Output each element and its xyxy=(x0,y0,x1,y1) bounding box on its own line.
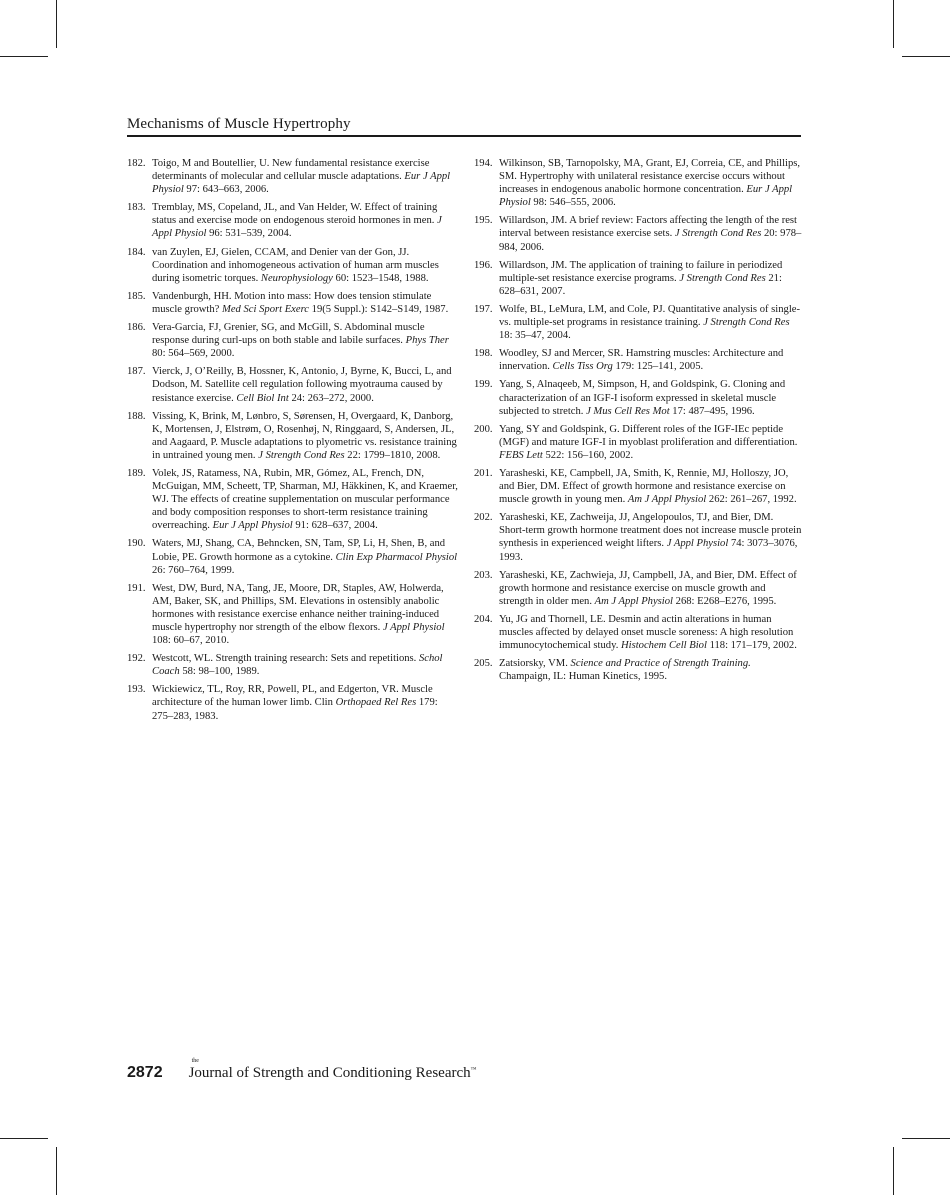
page-number: 2872 xyxy=(127,1064,163,1081)
ref-number: 187. xyxy=(127,366,146,378)
ref-text: Vissing, K, Brink, M, Lønbro, S, Sørensen, H, Overgaard, K, Danborg, K, Mortensen, J, Elstrøm, O, Rosenhøj, N, Ringgaard, S, Andersen, JL, and Aagaard, P. Muscle adaptations to plyometric vs. resistance training in untrained young men. xyxy=(152,410,457,461)
ref-citation: Champaign, IL: Human Kinetics, 1995. xyxy=(499,671,667,683)
reference-192 xyxy=(127,652,459,678)
reference-201 xyxy=(474,467,802,506)
ref-journal: Clin Exp Pharmacol Physiol xyxy=(335,551,458,563)
reference-196 xyxy=(474,259,802,298)
ref-citation: 17: 487–495, 1996. xyxy=(669,405,755,417)
reference-191 xyxy=(127,582,459,647)
ref-number: 190. xyxy=(127,538,146,550)
ref-number: 196. xyxy=(474,259,493,271)
ref-citation: 74: 3073–3076, 1993. xyxy=(499,538,798,563)
ref-journal: Eur J Appl Physiol xyxy=(152,171,451,196)
crop-mark-bottom-right xyxy=(893,1147,894,1195)
ref-number: 189. xyxy=(127,467,146,479)
reference-194 xyxy=(474,157,802,209)
ref-text: Yu, JG and Thornell, LE. Desmin and actin alterations in human muscles affected by delayed onset muscle soreness: A high resolution immunocytochemical study. xyxy=(499,613,794,652)
ref-text: Wickiewicz, TL, Roy, RR, Powell, PL, and Edgerton, VR. Muscle architecture of the human lower limb. Clin xyxy=(152,684,433,709)
ref-journal: FEBS Lett xyxy=(499,449,543,461)
ref-citation: 60: 1523–1548, 1988. xyxy=(332,272,429,284)
ref-journal: Cell Biol Int xyxy=(236,392,289,404)
reference-198 xyxy=(474,347,802,373)
ref-journal: Science and Practice of Strength Training. xyxy=(570,658,751,670)
page-footer xyxy=(127,1058,477,1086)
reference-182 xyxy=(127,157,459,196)
ref-number: 205. xyxy=(474,658,493,670)
ref-citation: 118: 171–179, 2002. xyxy=(706,640,797,652)
ref-citation: 98: 546–555, 2006. xyxy=(530,197,616,209)
ref-citation: 19(5 Suppl.): S142–S149, 1987. xyxy=(309,303,449,315)
ref-text: Vera-Garcia, FJ, Grenier, SG, and McGill, S. Abdominal muscle response during curl-ups on both stable and labile surfaces. xyxy=(152,322,425,347)
ref-number: 204. xyxy=(474,613,493,625)
ref-number: 194. xyxy=(474,158,493,169)
ref-journal: Am J Appl Physiol xyxy=(627,494,707,506)
ref-text: West, DW, Burd, NA, Tang, JE, Moore, DR, Staples, AW, Holwerda, AM, Baker, SK, and Phillips, SM. Elevations in ostensibly anabolic hormones with resistance exercise enhance neither training-induced muscle hypertrophy nor strength of the elbow flexors. xyxy=(152,582,444,633)
ref-journal: J Appl Physiol xyxy=(382,622,445,633)
ref-journal: Neurophysiology xyxy=(260,272,333,284)
ref-number: 201. xyxy=(474,467,493,479)
ref-text: Yarasheski, KE, Campbell, JA, Smith, K, Rennie, MJ, Holloszy, JO, and Bier, DM. Effect of growth hormone and resistance exercise on muscle growth in young men. xyxy=(499,467,789,506)
ref-journal: Phys Ther xyxy=(405,335,449,347)
journal-title: Journal of Strength and Conditioning Research xyxy=(188,1065,471,1081)
ref-citation: 18: 35–47, 2004. xyxy=(499,330,571,342)
ref-text: Waters, MJ, Shang, CA, Behncken, SN, Tam, SP, Li, H, Shen, B, and Lobie, PE. Growth hormone as a cytokine. xyxy=(152,538,446,563)
ref-journal: Orthopaed Rel Res xyxy=(335,697,417,709)
ref-text: Willardson, JM. A brief review: Factors affecting the length of the rest interval between resistance exercise sets. xyxy=(499,215,797,240)
ref-number: 199. xyxy=(474,379,493,391)
reference-199 xyxy=(474,378,802,417)
ref-text: Vandenburgh, HH. Motion into mass: How does tension stimulate muscle growth? xyxy=(152,290,432,315)
trademark-symbol: ™ xyxy=(470,1067,477,1073)
references-right-column xyxy=(474,157,802,688)
crop-mark-top-left-h xyxy=(0,56,48,57)
ref-text: Toigo, M and Boutellier, U. New fundamental resistance exercise determinants of molecular and cellular muscle adaptations. xyxy=(152,158,430,183)
ref-citation: 268: E268–E276, 1995. xyxy=(673,595,777,607)
ref-text: Yang, SY and Goldspink, G. Different roles of the IGF-IEc peptide (MGF) and mature IGF-I in myoblast proliferation and differentiation. xyxy=(499,423,798,448)
references-left-column xyxy=(127,157,459,728)
reference-203 xyxy=(474,569,802,608)
ref-number: 184. xyxy=(127,246,146,258)
ref-journal: J Strength Cond Res xyxy=(679,272,766,284)
ref-text: Volek, JS, Ratamess, NA, Rubin, MR, Gómez, AL, French, DN, McGuigan, MM, Scheett, TP, Sharman, MJ, Häkkinen, K, and Kraemer, WJ. The effects of creatine supplementation on muscular performance and body composition responses to short-term resistance training overreaching. xyxy=(152,467,458,532)
reference-189 xyxy=(127,467,459,532)
crop-mark-bottom-left-h xyxy=(0,1138,48,1139)
ref-citation: 22: 1799–1810, 2008. xyxy=(344,449,441,461)
ref-text: Wolfe, BL, LeMura, LM, and Cole, PJ. Quantitative analysis of single- vs. multiple-set programs in resistance training. xyxy=(499,303,801,329)
ref-text: Willardson, JM. The application of training to failure in periodized multiple-set resistance exercise programs. xyxy=(499,259,783,284)
ref-citation: 20: 978–984, 2006. xyxy=(499,228,802,253)
reference-205 xyxy=(474,657,802,683)
ref-text: Zatsiorsky, VM. xyxy=(499,658,571,670)
ref-text: van Zuylen, EJ, Gielen, CCAM, and Denier van der Gon, JJ. Coordination and inhomogeneous activation of human arm muscles during isometric torques. xyxy=(152,246,439,284)
reference-187 xyxy=(127,365,459,404)
crop-mark-bottom-left xyxy=(56,1147,57,1195)
ref-text: Tremblay, MS, Copeland, JL, and Van Helder, W. Effect of training status and exercise mode on endogenous steroid hormones in men. xyxy=(152,202,438,227)
ref-journal: Eur J Appl Physiol xyxy=(499,184,793,209)
ref-journal: Schol Coach xyxy=(152,653,443,678)
ref-number: 185. xyxy=(127,290,146,302)
reference-197 xyxy=(474,303,802,342)
ref-journal: Histochem Cell Biol xyxy=(621,640,707,652)
ref-journal: J Strength Cond Res xyxy=(674,228,762,240)
ref-text: Yarasheski, KE, Zachwieja, JJ, Campbell, JA, and Bier, DM. Effect of growth hormone and resistance exercise on muscle growth and strength in older men. xyxy=(499,569,797,607)
ref-number: 203. xyxy=(474,569,493,581)
ref-text: Westcott, WL. Strength training research: Sets and repetitions. xyxy=(152,653,419,665)
ref-number: 202. xyxy=(474,512,493,524)
ref-journal: J Strength Cond Res xyxy=(703,317,790,329)
ref-citation: 21: 628–631, 2007. xyxy=(499,272,782,297)
reference-204 xyxy=(474,613,802,652)
ref-text: Yang, S, Alnaqeeb, M, Simpson, H, and Goldspink, G. Cloning and characterization of an IGF-I isoform expressed in skeletal muscle subjected to stretch. xyxy=(499,379,786,417)
reference-190 xyxy=(127,537,459,576)
reference-188 xyxy=(127,410,459,462)
ref-number: 182. xyxy=(127,158,146,169)
ref-citation: 24: 263–272, 2000. xyxy=(288,392,374,404)
ref-text: Vierck, J, O’Reilly, B, Hossner, K, Antonio, J, Byrne, K, Bucci, L, and Dodson, M. Satellite cell regulation following myotrauma caused by resistance exercise. xyxy=(152,366,452,404)
ref-journal: J Strength Cond Res xyxy=(258,449,345,461)
ref-citation: 80: 564–569, 2000. xyxy=(152,348,235,360)
ref-journal: J Appl Physiol xyxy=(152,215,442,240)
reference-195 xyxy=(474,214,802,253)
ref-citation: 96: 531–539, 2004. xyxy=(206,228,292,240)
ref-number: 200. xyxy=(474,423,493,435)
journal-name xyxy=(188,1058,477,1082)
ref-text: Woodley, SJ and Mercer, SR. Hamstring muscles: Architecture and innervation. xyxy=(499,348,784,373)
reference-184 xyxy=(127,246,459,285)
crop-mark-top-right xyxy=(893,0,894,48)
ref-number: 193. xyxy=(127,684,146,696)
ref-citation: 522: 156–160, 2002. xyxy=(542,449,634,461)
reference-200 xyxy=(474,423,802,462)
ref-journal: Med Sci Sport Exerc xyxy=(222,303,310,315)
ref-number: 191. xyxy=(127,582,146,594)
reference-193 xyxy=(127,683,459,722)
ref-citation: 26: 760–764, 1999. xyxy=(152,564,235,576)
ref-citation: 108: 60–67, 2010. xyxy=(152,635,230,647)
ref-citation: 262: 261–267, 1992. xyxy=(706,494,797,506)
header-rule xyxy=(127,135,801,137)
ref-number: 192. xyxy=(127,653,146,665)
reference-186 xyxy=(127,321,459,360)
ref-journal: Am J Appl Physiol xyxy=(594,595,673,607)
reference-183 xyxy=(127,201,459,240)
ref-citation: 58: 98–100, 1989. xyxy=(179,666,260,678)
ref-citation: 97: 643–663, 2006. xyxy=(183,184,269,196)
reference-185 xyxy=(127,290,459,316)
ref-number: 186. xyxy=(127,322,146,334)
ref-number: 195. xyxy=(474,215,493,227)
ref-journal: J Mus Cell Res Mot xyxy=(586,405,670,417)
ref-text: Yarasheski, KE, Zachweija, JJ, Angelopoulos, TJ, and Bier, DM. Short-term growth hormone treatment does not increase muscle protein synthesis in experienced weight lifters. xyxy=(499,512,802,550)
ref-citation: 91: 628–637, 2004. xyxy=(292,520,378,532)
running-head: Mechanisms of Muscle Hypertrophy xyxy=(127,116,351,132)
ref-citation: 179: 125–141, 2005. xyxy=(612,361,704,373)
ref-number: 188. xyxy=(127,410,146,422)
journal-prefix: the xyxy=(191,1058,199,1064)
reference-202 xyxy=(474,511,802,563)
ref-text: Wilkinson, SB, Tarnopolsky, MA, Grant, EJ, Correia, CE, and Phillips, SM. Hypertrophy with unilateral resistance exercise occurs without increases in endogenous anabolic hormone concentration. xyxy=(499,158,801,196)
ref-journal: Eur J Appl Physiol xyxy=(212,520,293,532)
ref-journal: J Appl Physiol xyxy=(666,538,729,550)
ref-journal: Cells Tiss Org xyxy=(552,361,613,373)
ref-citation: 179: 275–283, 1983. xyxy=(152,697,438,722)
crop-mark-top-right-h xyxy=(902,56,950,57)
ref-number: 183. xyxy=(127,202,146,214)
crop-mark-bottom-right-h xyxy=(902,1138,950,1139)
ref-number: 198. xyxy=(474,348,493,360)
ref-number: 197. xyxy=(474,303,493,315)
crop-mark-top-left xyxy=(56,0,57,48)
